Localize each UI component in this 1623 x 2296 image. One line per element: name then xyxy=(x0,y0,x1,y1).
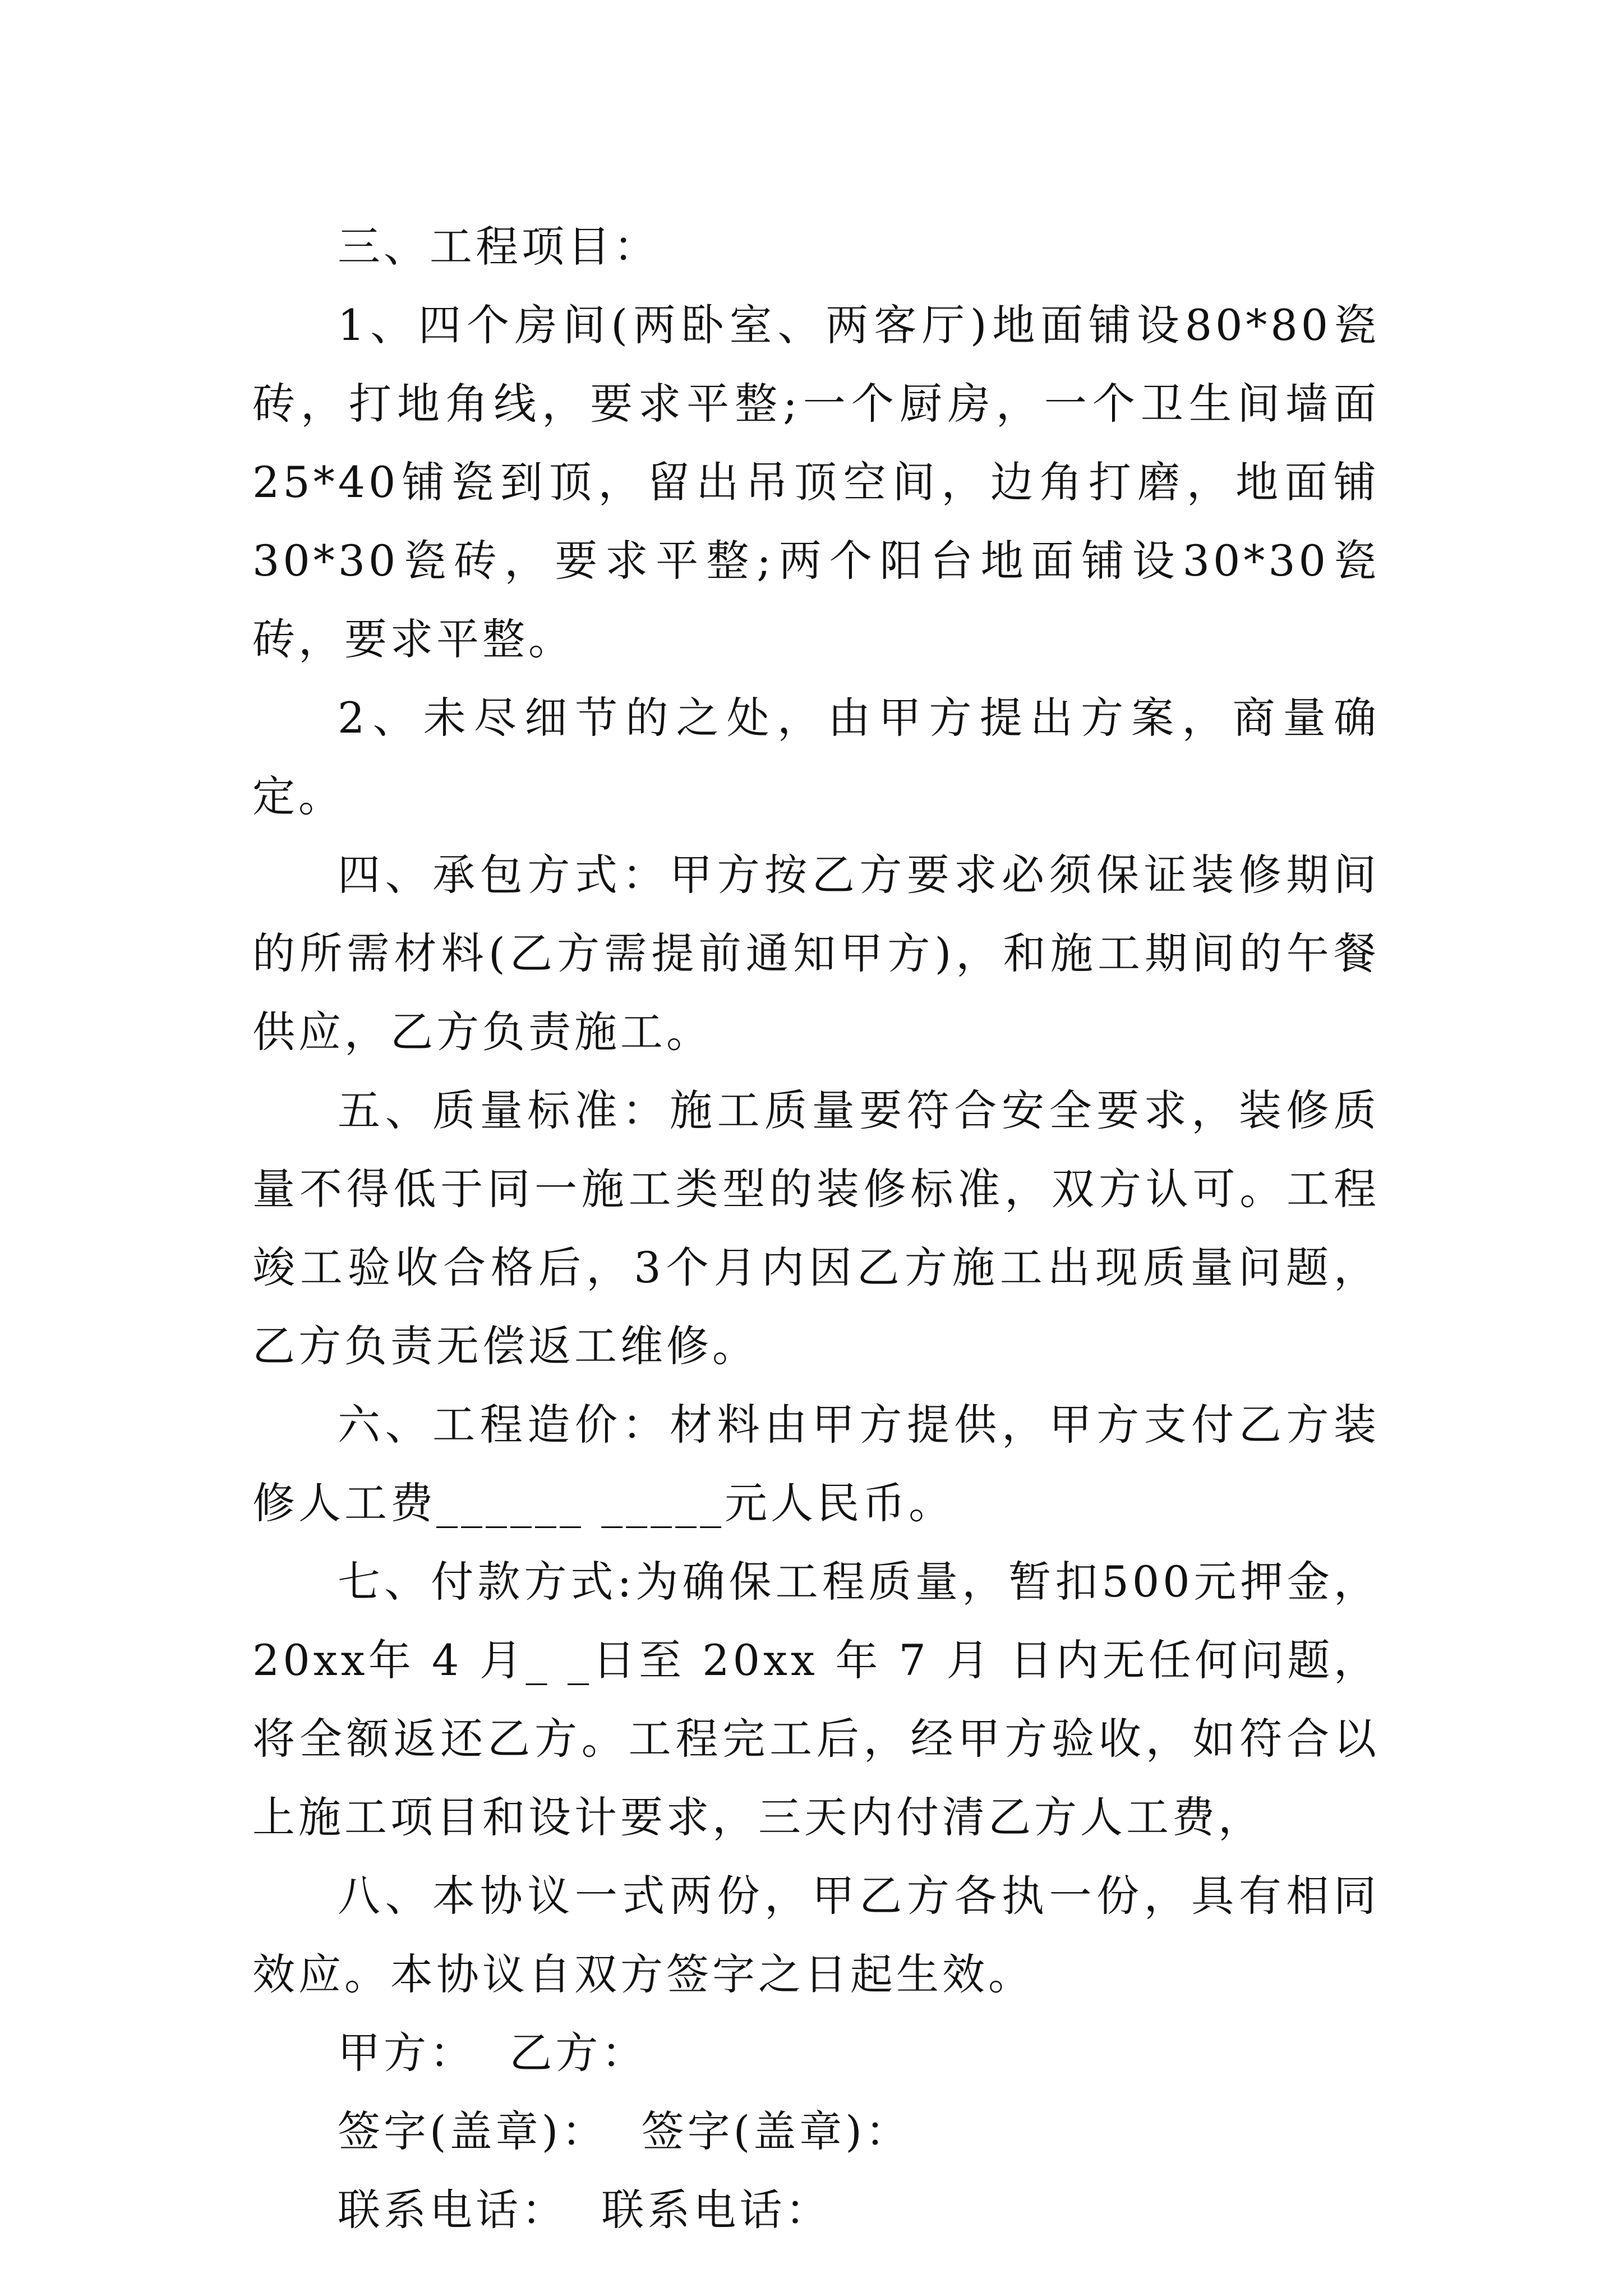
paragraph-item-1: 1、四个房间(两卧室、两客厅)地面铺设80*80瓷砖，打地角线，要求平整;一个厨房，一个卫生间墙面25*40铺瓷到顶，留出吊顶空间，边角打磨，地面铺30*30瓷砖，要求平整;两个阳台地面铺设30*30瓷砖，要求平整。 xyxy=(252,300,1380,664)
document-body xyxy=(252,208,1380,2249)
signature-parties: 甲方： 乙方： xyxy=(338,2028,648,2078)
paragraph-copies: 八、本协议一式两份，甲乙方各执一份，具有相同效应。本协议自双方签字之日起生效。 xyxy=(252,1871,1380,1999)
paragraph-contract-method: 四、承包方式：甲方按乙方要求必须保证装修期间的所需材料(乙方需提前通知甲方)，和施工期间的午餐供应，乙方负责施工。 xyxy=(252,850,1380,1057)
paragraph-payment-method: 七、付款方式:为确保工程质量，暂扣500元押金，20xx年 4 月_ _日至 20xx 年 7 月 日内无任何问题，将全额返还乙方。工程完工后，经甲方验收，如符合以上施工项目和设计要求，三天内付清乙方人工费， xyxy=(252,1557,1380,1842)
signature-sign: 签字(盖章)： 签字(盖章)： xyxy=(338,2106,911,2156)
section-heading-project: 三、工程项目： xyxy=(338,222,660,272)
paragraph-project-cost: 六、工程造价：材料由甲方提供，甲方支付乙方装修人工费______ _____元人民币。 xyxy=(252,1400,1380,1528)
paragraph-quality-standard: 五、质量标准：施工质量要符合安全要求，装修质量不得低于同一施工类型的装修标准，双方认可。工程竣工验收合格后，3个月内因乙方施工出现质量问题，乙方负责无偿返工维修。 xyxy=(252,1085,1380,1371)
paragraph-item-2: 2、未尽细节的之处，由甲方提出方案，商量确定。 xyxy=(252,693,1380,821)
signature-phone: 联系电话： 联系电话： xyxy=(338,2185,832,2235)
